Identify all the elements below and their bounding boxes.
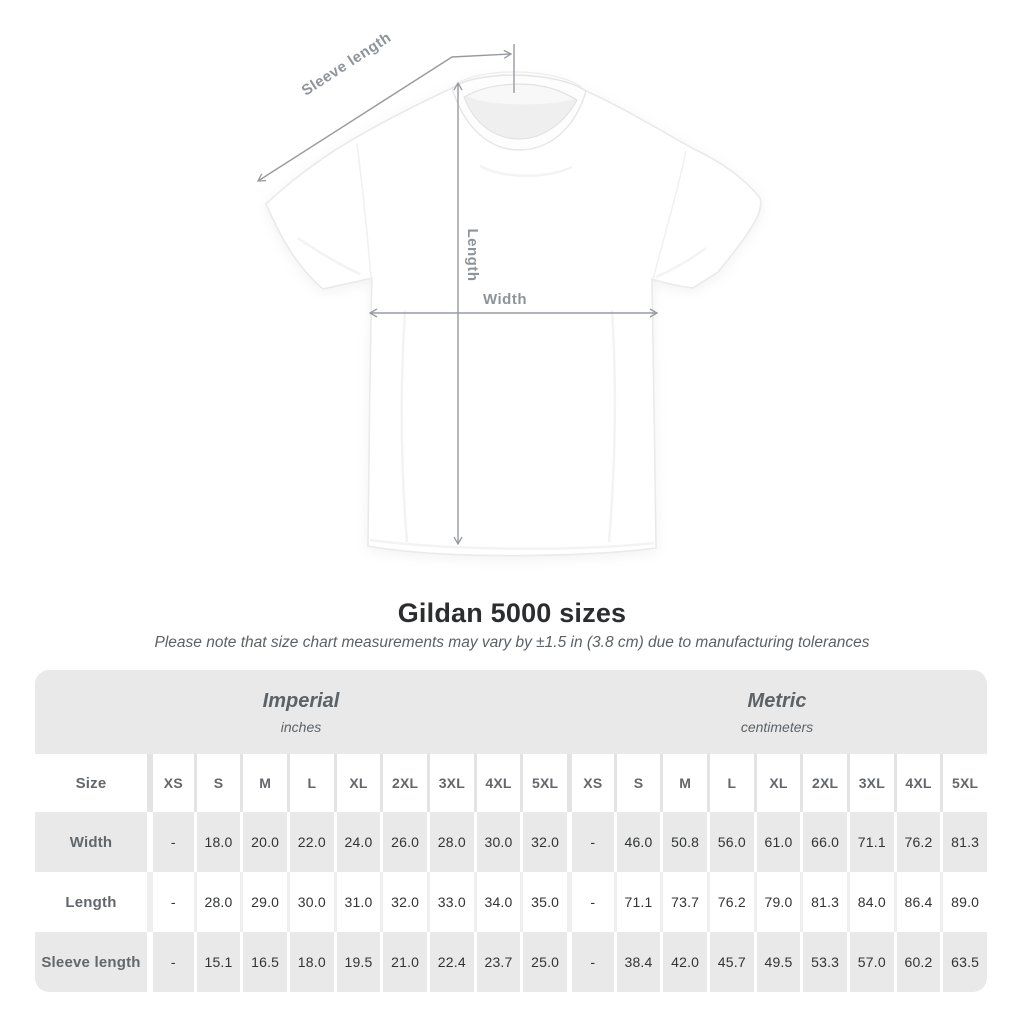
- size-col-header: L: [287, 754, 334, 812]
- unit-group-metric: [567, 690, 987, 735]
- value-cell: -: [567, 872, 614, 932]
- unit-header-band: [35, 670, 987, 754]
- value-cell: 60.2: [894, 932, 941, 992]
- unit-group-imperial: [35, 690, 567, 735]
- size-col-header: XS: [567, 754, 614, 812]
- value-cell: 50.8: [660, 812, 707, 872]
- size-col-header: S: [194, 754, 241, 812]
- value-cell: -: [147, 872, 194, 932]
- size-col-header: XL: [334, 754, 381, 812]
- metric-title: Metric: [747, 689, 807, 712]
- table-row-width: [35, 812, 987, 872]
- value-cell: 22.4: [427, 932, 474, 992]
- value-cell: 76.2: [707, 872, 754, 932]
- size-table: [35, 670, 987, 992]
- value-cell: 24.0: [334, 812, 381, 872]
- value-cell: 81.3: [940, 812, 987, 872]
- size-col-header: 3XL: [847, 754, 894, 812]
- value-cell: 15.1: [194, 932, 241, 992]
- size-col-header: M: [660, 754, 707, 812]
- value-cell: 79.0: [754, 872, 801, 932]
- value-cell: 66.0: [800, 812, 847, 872]
- size-col-header: XL: [754, 754, 801, 812]
- value-cell: 57.0: [847, 932, 894, 992]
- size-col-header: 2XL: [380, 754, 427, 812]
- tolerance-note: Please note that size chart measurements may vary by ±1.5 in (3.8 cm) due to manufacturing tolerances: [154, 634, 870, 651]
- value-cell: 86.4: [894, 872, 941, 932]
- imperial-title: Imperial: [262, 689, 340, 712]
- value-cell: -: [147, 812, 194, 872]
- size-header-row: [35, 754, 987, 812]
- value-cell: 25.0: [520, 932, 567, 992]
- imperial-subtitle: inches: [280, 718, 322, 735]
- size-col-header: 3XL: [427, 754, 474, 812]
- size-header-label: Size: [75, 774, 107, 792]
- size-col-header: M: [240, 754, 287, 812]
- value-cell: 18.0: [194, 812, 241, 872]
- value-cell: 32.0: [520, 812, 567, 872]
- value-cell: 22.0: [287, 812, 334, 872]
- value-cell: 38.4: [614, 932, 661, 992]
- size-col-header: 4XL: [894, 754, 941, 812]
- value-cell: 81.3: [800, 872, 847, 932]
- value-cell: 71.1: [614, 872, 661, 932]
- value-cell: 34.0: [474, 872, 521, 932]
- value-cell: 19.5: [334, 932, 381, 992]
- value-cell: -: [147, 932, 194, 992]
- size-col-header: S: [614, 754, 661, 812]
- value-cell: 56.0: [707, 812, 754, 872]
- value-cell: 46.0: [614, 812, 661, 872]
- value-cell: 73.7: [660, 872, 707, 932]
- value-cell: 26.0: [380, 812, 427, 872]
- size-col-header: 5XL: [520, 754, 567, 812]
- page-title: Gildan 5000 sizes: [397, 598, 627, 628]
- value-cell: 29.0: [240, 872, 287, 932]
- value-cell: 33.0: [427, 872, 474, 932]
- value-cell: 18.0: [287, 932, 334, 992]
- value-cell: 23.7: [474, 932, 521, 992]
- value-cell: 53.3: [800, 932, 847, 992]
- width-label: Width: [482, 291, 528, 308]
- value-cell: 21.0: [380, 932, 427, 992]
- sleeve-length-label: Sleeve length: [298, 28, 395, 100]
- size-col-header: XS: [147, 754, 194, 812]
- value-cell: 32.0: [380, 872, 427, 932]
- size-col-header: 4XL: [474, 754, 521, 812]
- value-cell: 35.0: [520, 872, 567, 932]
- value-cell: 84.0: [847, 872, 894, 932]
- value-cell: 45.7: [707, 932, 754, 992]
- value-cell: 28.0: [194, 872, 241, 932]
- value-cell: 30.0: [474, 812, 521, 872]
- tshirt-graphic: [266, 72, 761, 556]
- value-cell: 89.0: [940, 872, 987, 932]
- size-col-header: L: [707, 754, 754, 812]
- table-row-length: [35, 872, 987, 932]
- row-label: Sleeve length: [41, 953, 141, 971]
- size-col-header: 2XL: [800, 754, 847, 812]
- value-cell: 61.0: [754, 812, 801, 872]
- value-cell: 76.2: [894, 812, 941, 872]
- length-label: Length: [464, 228, 481, 282]
- value-cell: -: [567, 812, 614, 872]
- metric-subtitle: centimeters: [740, 718, 814, 735]
- value-cell: 49.5: [754, 932, 801, 992]
- value-cell: 63.5: [940, 932, 987, 992]
- value-cell: 20.0: [240, 812, 287, 872]
- value-cell: 16.5: [240, 932, 287, 992]
- table-row-sleeve-length: [35, 932, 987, 992]
- row-label: Length: [65, 893, 117, 911]
- value-cell: 28.0: [427, 812, 474, 872]
- value-cell: 31.0: [334, 872, 381, 932]
- value-cell: 42.0: [660, 932, 707, 992]
- value-cell: 71.1: [847, 812, 894, 872]
- value-cell: 30.0: [287, 872, 334, 932]
- size-col-header: 5XL: [940, 754, 987, 812]
- row-label: Width: [69, 833, 113, 851]
- value-cell: -: [567, 932, 614, 992]
